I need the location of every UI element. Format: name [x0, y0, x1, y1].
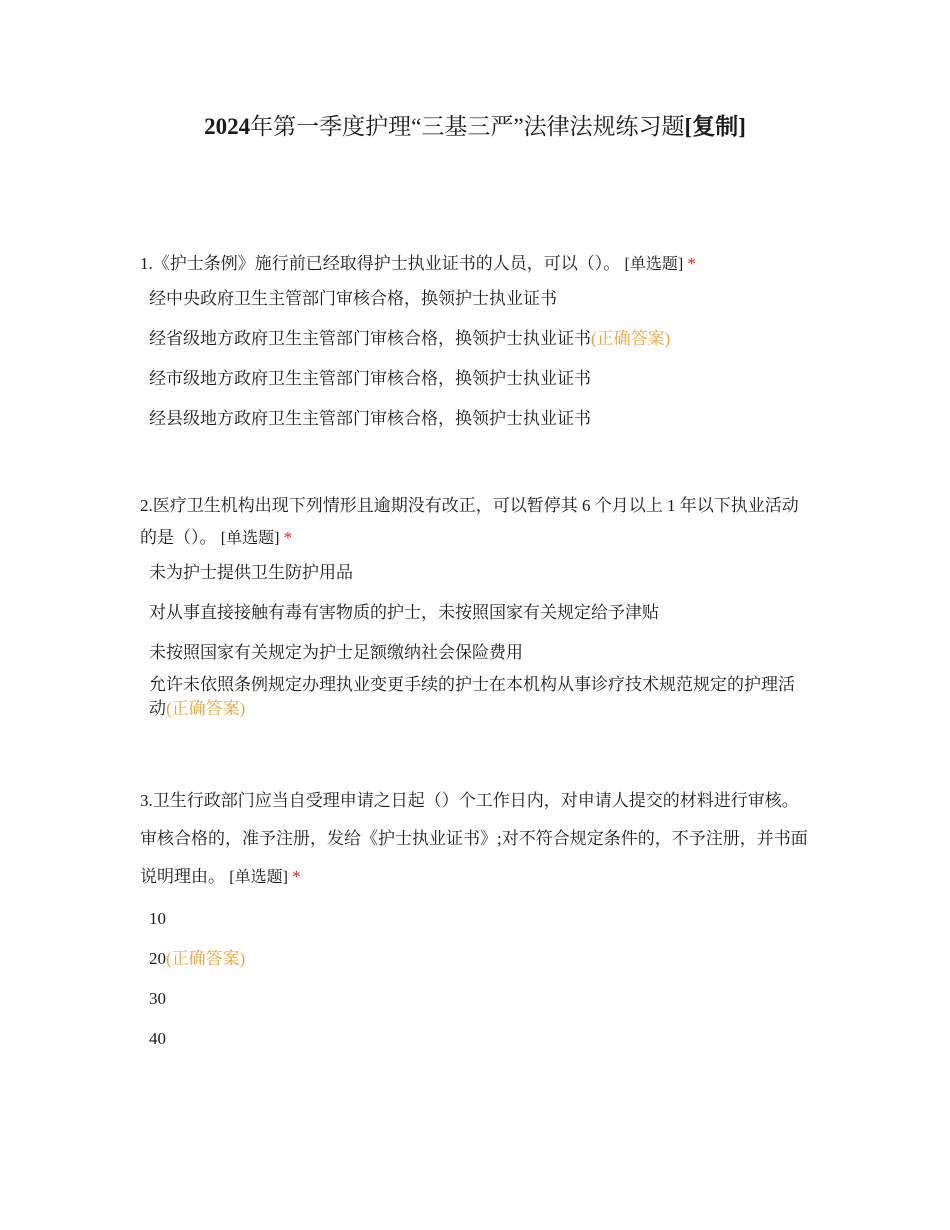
question-1 [140, 248, 810, 447]
required-mark: * [687, 254, 696, 273]
option-list [149, 287, 810, 431]
question-stem: 2.医疗卫生机构出现下列情形且逾期没有改正，可以暂停其 6 个月以上 1 年以下执业活动的是（）。 [140, 496, 799, 547]
question-type: [单选题] [624, 256, 684, 273]
question-type: [单选题] [229, 869, 288, 886]
option-b[interactable] [149, 327, 810, 351]
option-text: 经中央政府卫生主管部门审核合格，换领护士执业证书 [149, 289, 557, 308]
option-a[interactable] [149, 907, 810, 931]
page-title [0, 110, 950, 144]
option-d[interactable] [149, 1027, 810, 1051]
option-b[interactable] [149, 947, 810, 971]
question-stem: 3.卫生行政部门应当自受理申请之日起（）个工作日内，对申请人提交的材料进行审核。审核合格的，准予注册，发给《护士执业证书》;对不符合规定条件的，不予注册，并书面说明理由。 [140, 791, 808, 886]
option-text: 20 [149, 949, 166, 968]
correct-answer-label: (正确答案) [166, 949, 246, 968]
correct-answer-label: (正确答案) [591, 329, 671, 348]
required-mark: * [283, 528, 293, 547]
option-text: 经县级地方政府卫生主管部门审核合格，换领护士执业证书 [149, 409, 591, 428]
option-d[interactable] [149, 407, 810, 431]
option-text: 未按照国家有关规定为护士足额缴纳社会保险费用 [149, 643, 523, 662]
option-text: 对从事直接接触有毒有害物质的护士，未按照国家有关规定给予津贴 [149, 603, 659, 622]
question-type: [单选题] [220, 530, 280, 547]
title-copy-tag: [复制] [684, 114, 746, 139]
question-text [140, 248, 810, 281]
option-a[interactable] [149, 561, 810, 585]
option-c[interactable] [149, 641, 810, 665]
option-b[interactable] [149, 601, 810, 625]
question-2 [140, 490, 810, 737]
option-list [149, 907, 810, 1051]
question-3 [140, 782, 810, 1067]
option-c[interactable] [149, 987, 810, 1011]
option-text: 30 [149, 989, 166, 1008]
option-text: 经市级地方政府卫生主管部门审核合格，换领护士执业证书 [149, 369, 591, 388]
required-mark: * [292, 867, 301, 886]
question-stem: 1.《护士条例》施行前已经取得护士执业证书的人员，可以（）。 [140, 254, 621, 273]
option-text: 10 [149, 909, 166, 928]
option-list [149, 561, 810, 721]
option-text: 未为护士提供卫生防护用品 [149, 563, 353, 582]
title-text: 年第一季度护理“三基三严”法律法规练习题 [250, 114, 685, 139]
option-d[interactable] [149, 673, 810, 721]
question-text [140, 490, 810, 555]
question-text [140, 782, 810, 897]
correct-answer-label: (正确答案) [166, 699, 246, 718]
option-text: 允许未依照条例规定办理执业变更手续的护士在本机构从事诊疗技术规范规定的护理活动 [149, 675, 795, 718]
title-year: 2024 [204, 114, 251, 139]
option-text: 经省级地方政府卫生主管部门审核合格，换领护士执业证书 [149, 329, 591, 348]
option-text: 40 [149, 1029, 166, 1048]
option-a[interactable] [149, 287, 810, 311]
option-c[interactable] [149, 367, 810, 391]
